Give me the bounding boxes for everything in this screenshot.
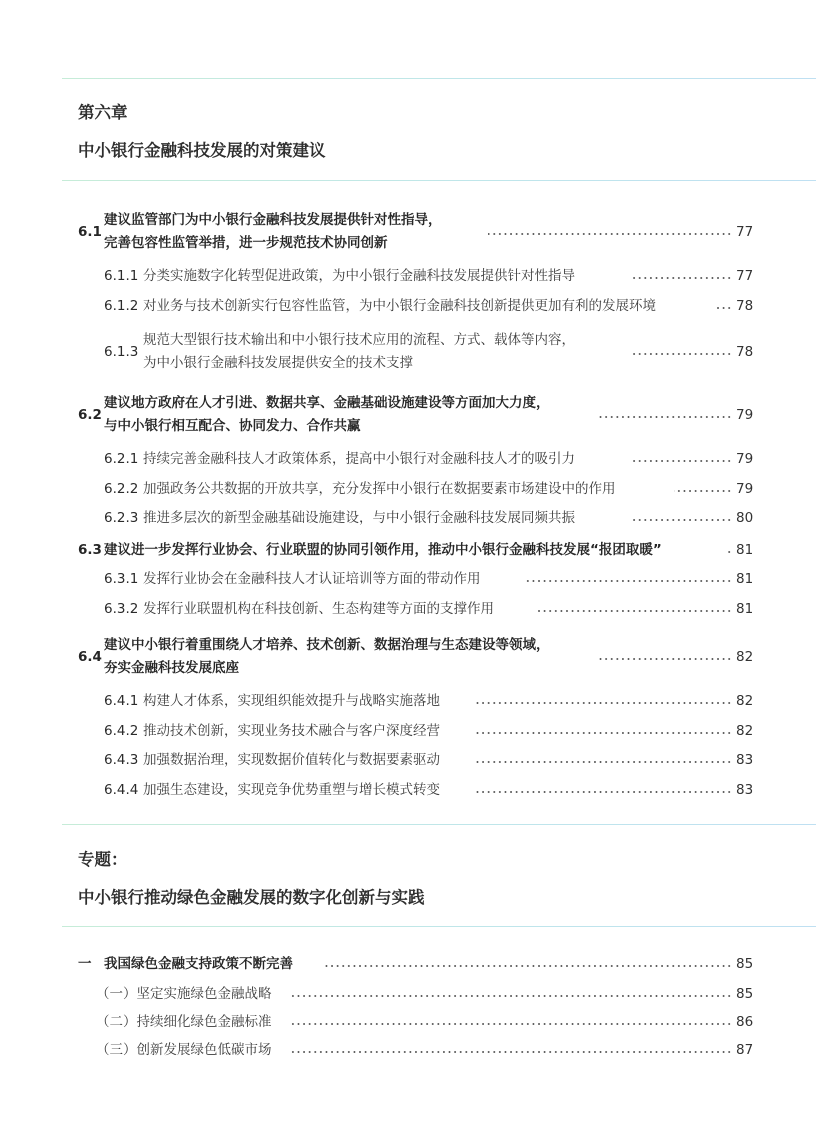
section-title: 推进多层次的新型金融基础设施建设，与中小银行金融科技发展同频共振 (143, 510, 575, 526)
page-number: 82 (736, 723, 754, 739)
toc-entry-6-4[interactable] (0, 633, 816, 681)
dot-leader (538, 610, 732, 612)
page-number: 85 (736, 956, 754, 972)
toc-entry-6-2-3[interactable] (0, 507, 816, 529)
page-number: 78 (736, 298, 754, 314)
page-number: 79 (736, 451, 754, 467)
section-number: 6.1.3 (104, 344, 139, 360)
toc-entry-6-4-1[interactable] (0, 690, 816, 712)
toc-entry-6-1[interactable] (0, 208, 816, 256)
page-number: 81 (736, 542, 754, 558)
section-number: 6.1 (78, 224, 102, 240)
divider-special-top (62, 824, 816, 825)
dot-leader (488, 233, 732, 235)
toc-entry-6-3-1[interactable] (0, 568, 816, 590)
dot-leader (476, 791, 732, 793)
section-title-line-1: 建议监管部门为中小银行金融科技发展提供针对性指导， (104, 212, 442, 228)
section-number: 6.1.1 (104, 268, 139, 284)
page-number: 85 (736, 986, 754, 1002)
toc-entry-special-1-3[interactable] (0, 1039, 816, 1061)
section-number: 6.2.1 (104, 451, 139, 467)
section-number: 6.4 (78, 649, 102, 665)
section-title: 加强政务公共数据的开放共享，充分发挥中小银行在数据要素市场建设中的作用 (143, 481, 616, 497)
dot-leader (290, 995, 732, 997)
dot-leader (476, 702, 732, 704)
section-title: 构建人才体系，实现组织能效提升与战略实施落地 (143, 693, 440, 709)
chapter-title: 中小银行金融科技发展的对策建议 (78, 141, 326, 160)
section-title-line-1: 建议地方政府在人才引进、数据共享、金融基础设施建设等方面加大力度， (104, 395, 550, 411)
section-title-line-2: 为中小银行金融科技发展提供安全的技术支撑 (143, 355, 413, 371)
section-number: 6.4.1 (104, 693, 139, 709)
toc-entry-6-4-2[interactable] (0, 720, 816, 742)
section-number: 6.4.2 (104, 723, 139, 739)
section-title: 加强生态建设，实现竞争优势重塑与增长模式转变 (143, 782, 440, 798)
toc-entry-6-2-1[interactable] (0, 448, 816, 470)
page-number: 81 (736, 601, 754, 617)
section-title: 持续完善金融科技人才政策体系，提高中小银行对金融科技人才的吸引力 (143, 451, 575, 467)
section-title: 我国绿色金融支持政策不断完善 (104, 956, 293, 972)
section-number: 6.1.2 (104, 298, 139, 314)
page-number: 79 (736, 481, 754, 497)
page-number: 83 (736, 752, 754, 768)
dot-leader (476, 761, 732, 763)
toc-entry-special-1[interactable] (0, 953, 816, 975)
section-number: 一 (78, 956, 92, 972)
toc-entry-6-2[interactable] (0, 391, 816, 439)
section-title: 推动技术创新，实现业务技术融合与客户深度经营 (143, 723, 440, 739)
toc-entry-6-4-4[interactable] (0, 779, 816, 801)
section-title: 加强数据治理，实现数据价值转化与数据要素驱动 (143, 752, 440, 768)
toc-entry-special-1-2[interactable] (0, 1011, 816, 1033)
page-number: 80 (736, 510, 754, 526)
page-number: 82 (736, 693, 754, 709)
section-number: 6.4.4 (104, 782, 139, 798)
toc-entry-6-3-2[interactable] (0, 598, 816, 620)
dot-leader (596, 658, 732, 660)
page-number: 77 (736, 224, 754, 240)
section-title-line-2: 与中小银行相互配合、协同发力、合作共赢 (104, 418, 361, 434)
special-label: 专题： (78, 850, 128, 869)
page-number: 83 (736, 782, 754, 798)
section-title-line-2: 完善包容性监管举措，进一步规范技术协同创新 (104, 235, 388, 251)
page-number: 82 (736, 649, 754, 665)
toc-entry-6-1-3[interactable] (0, 328, 816, 376)
section-title-line-1: 建议中小银行着重围绕人才培养、技术创新、数据治理与生态建设等领域， (104, 637, 550, 653)
toc-entry-6-1-1[interactable] (0, 265, 816, 287)
dot-leader (524, 580, 732, 582)
section-number: 6.3 (78, 542, 102, 558)
section-title: （二）持续细化绿色金融标准 (96, 1014, 272, 1030)
section-title: （三）创新发展绿色低碳市场 (96, 1042, 272, 1058)
dot-leader (324, 965, 732, 967)
section-title: 发挥行业联盟机构在科技创新、生态构建等方面的支撑作用 (143, 601, 494, 617)
section-number: 6.2.3 (104, 510, 139, 526)
divider-chapter (62, 180, 816, 181)
section-title: （一）坚定实施绿色金融战略 (96, 986, 272, 1002)
section-number: 6.4.3 (104, 752, 139, 768)
page-number: 81 (736, 571, 754, 587)
dot-leader (630, 519, 732, 521)
dot-leader (290, 1051, 732, 1053)
dot-leader (476, 732, 732, 734)
page-number: 78 (736, 344, 754, 360)
page-number: 79 (736, 407, 754, 423)
divider-special (62, 926, 816, 927)
section-title: 建议进一步发挥行业协会、行业联盟的协同引领作用，推动中小银行金融科技发展“报团取暖” (104, 542, 662, 558)
section-title: 对业务与技术创新实行包容性监管，为中小银行金融科技创新提供更加有利的发展环境 (143, 298, 656, 314)
dot-leader (630, 460, 732, 462)
dot-leader (674, 490, 732, 492)
dot-leader (630, 353, 732, 355)
page-number: 86 (736, 1014, 754, 1030)
toc-entry-6-3[interactable] (0, 539, 816, 561)
dot-leader (725, 551, 732, 553)
dot-leader (290, 1023, 732, 1025)
chapter-label: 第六章 (78, 103, 128, 122)
section-number: 6.3.2 (104, 601, 139, 617)
section-title-line-1: 规范大型银行技术输出和中小银行技术应用的流程、方式、载体等内容， (143, 332, 575, 348)
special-title: 中小银行推动绿色金融发展的数字化创新与实践 (78, 888, 425, 907)
toc-entry-6-4-3[interactable] (0, 749, 816, 771)
section-number: 6.3.1 (104, 571, 139, 587)
section-number: 6.2.2 (104, 481, 139, 497)
divider-top (62, 78, 816, 79)
section-title-line-2: 夯实金融科技发展底座 (104, 660, 239, 676)
section-title: 发挥行业协会在金融科技人才认证培训等方面的带动作用 (143, 571, 481, 587)
toc-entry-special-1-1[interactable] (0, 983, 816, 1005)
dot-leader (716, 307, 732, 309)
toc-entry-6-2-2[interactable] (0, 478, 816, 500)
dot-leader (630, 277, 732, 279)
section-title: 分类实施数字化转型促进政策，为中小银行金融科技发展提供针对性指导 (143, 268, 575, 284)
toc-entry-6-1-2[interactable] (0, 295, 816, 317)
page-number: 87 (736, 1042, 754, 1058)
page-number: 77 (736, 268, 754, 284)
section-number: 6.2 (78, 407, 102, 423)
dot-leader (596, 416, 732, 418)
